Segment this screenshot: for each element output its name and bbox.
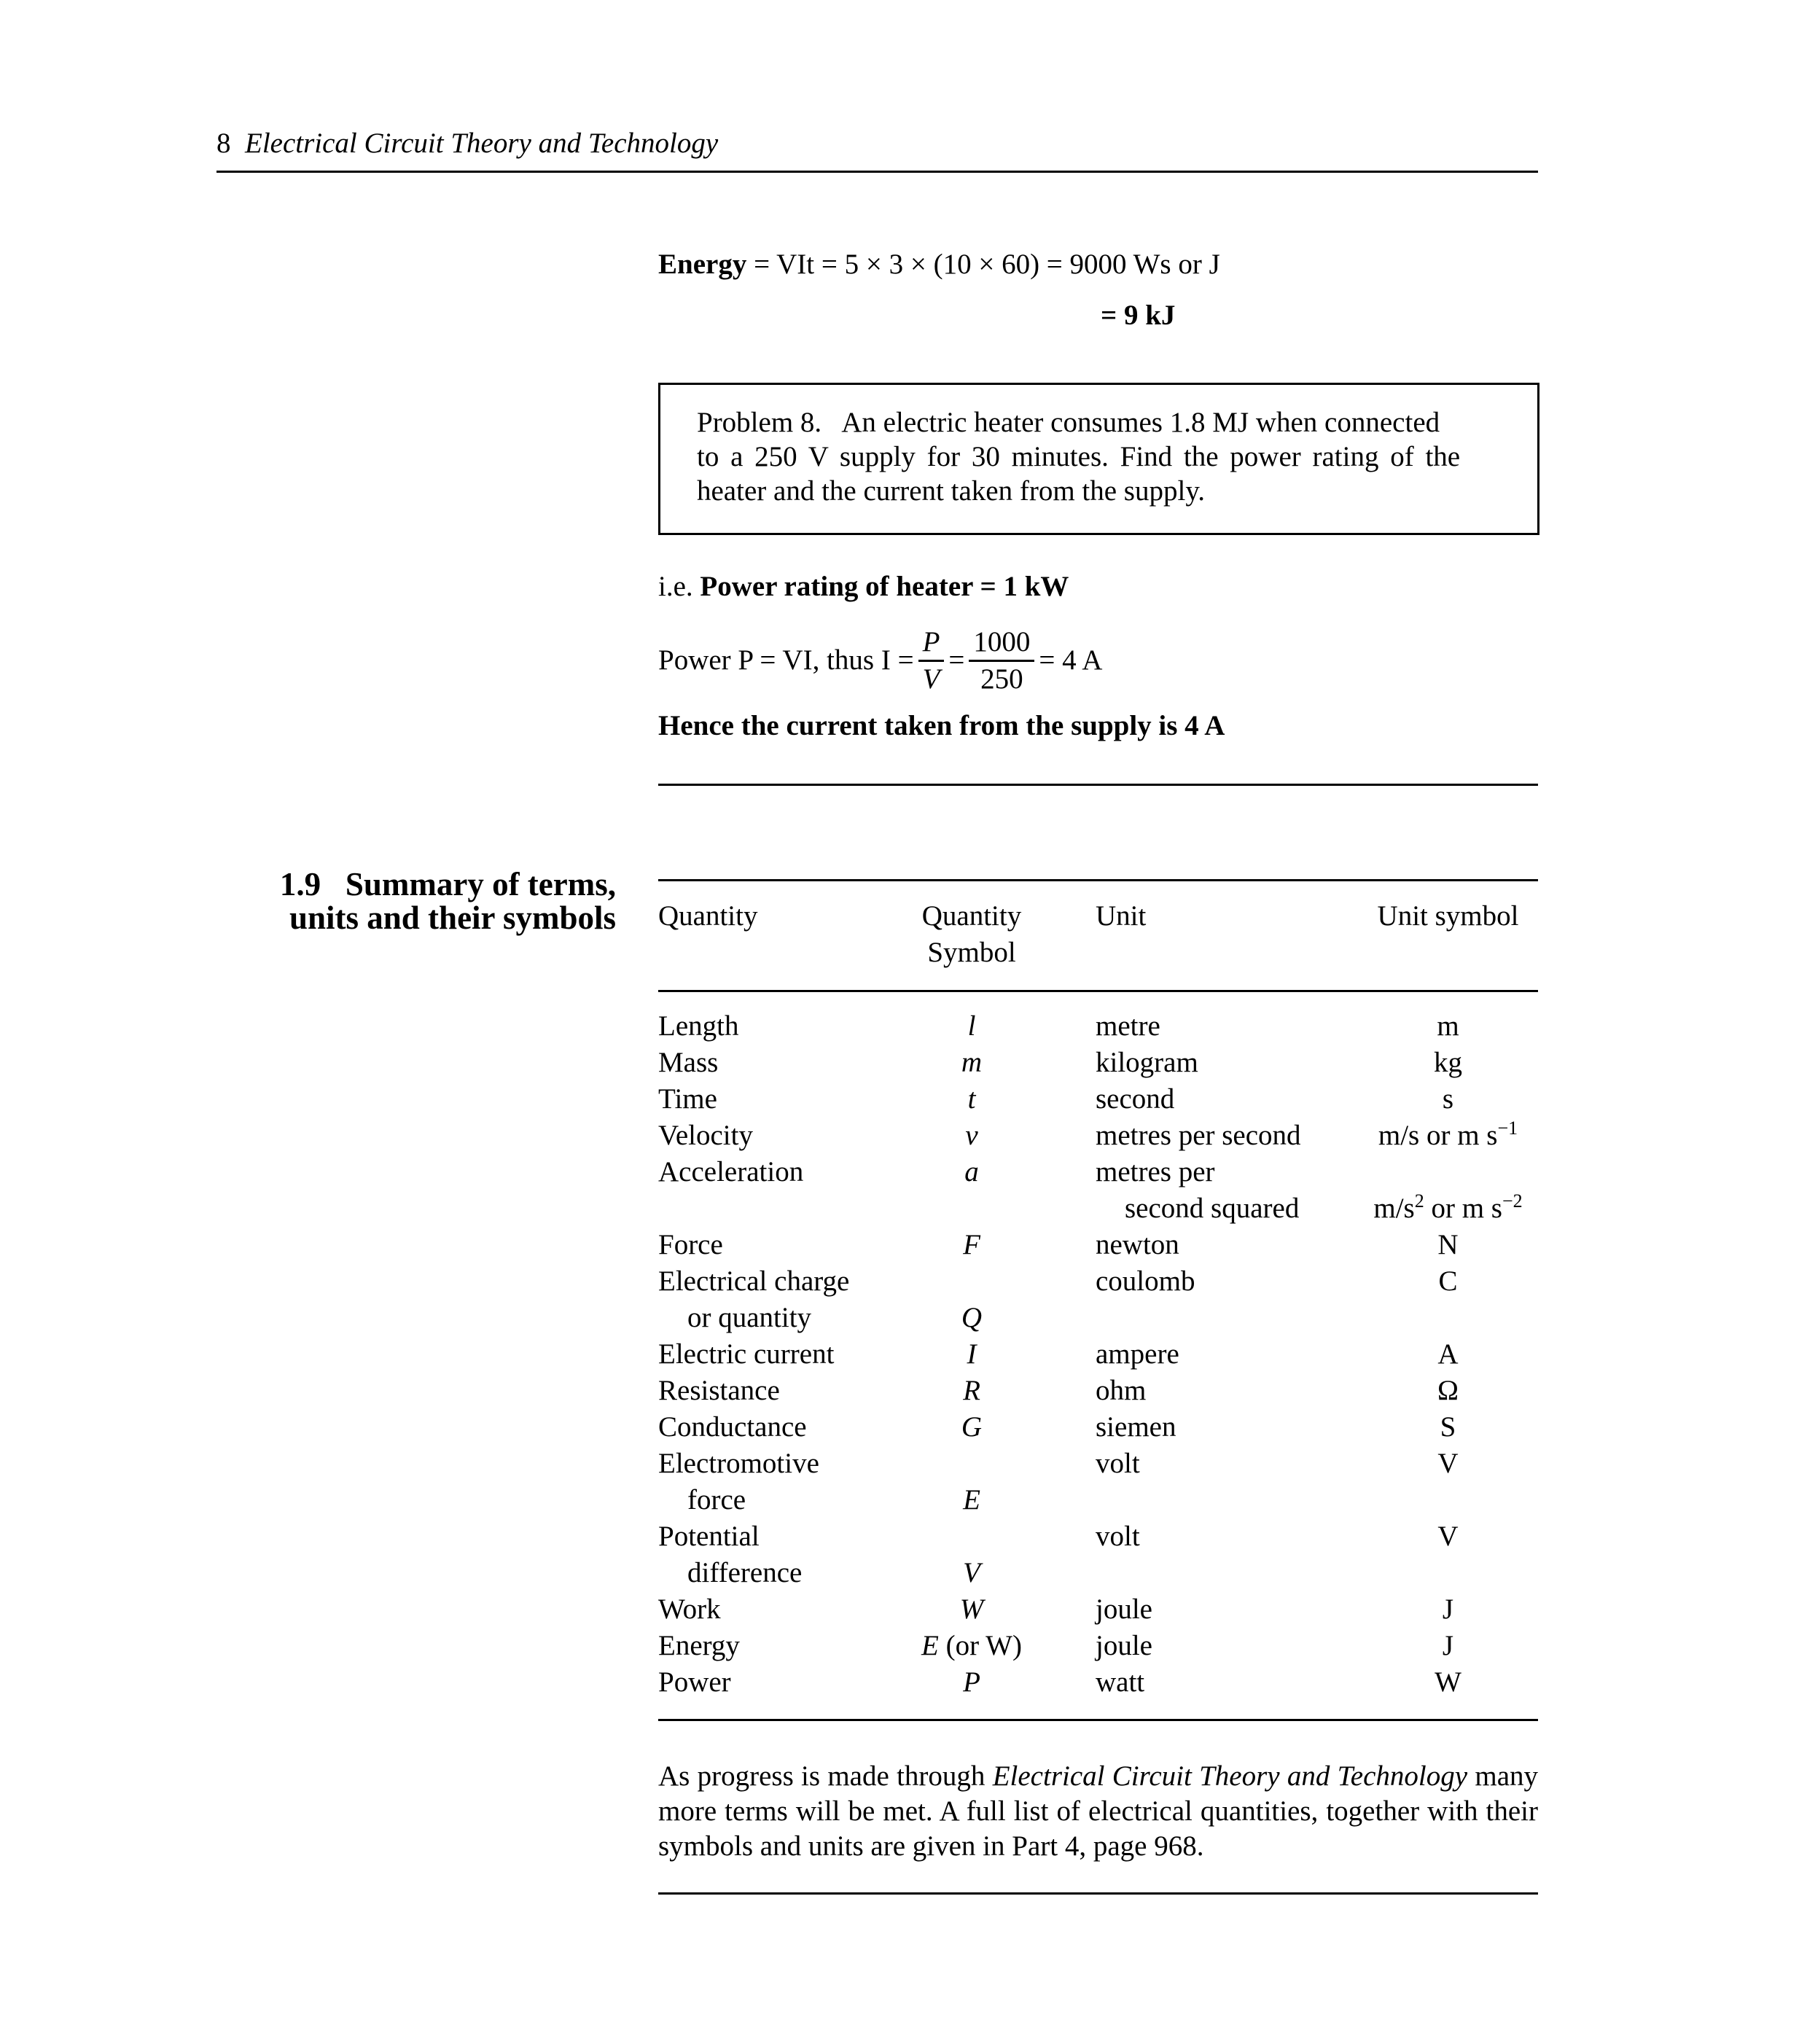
cell-quantity: Power xyxy=(658,1666,731,1698)
unit-symbol-exponent: 2 xyxy=(1414,1190,1424,1212)
cell-unit: metres per xyxy=(1096,1156,1215,1187)
cell-symbol xyxy=(899,1628,1045,1664)
closing-part-2: many more terms will be met. A full list of electrical quantities, together with their symbols and units are given in Part 4, page 968. xyxy=(658,1760,1539,1862)
col-header-unit: Unit xyxy=(1096,900,1147,932)
problem-line-2: to a 250 V supply for 30 minutes. Find the power rating of the xyxy=(697,441,1461,472)
cell-unit-symbol: A xyxy=(1437,1338,1459,1370)
cell-symbol: V xyxy=(963,1557,980,1588)
cell-quantity-continued: or quantity xyxy=(687,1302,812,1333)
cell-unit-symbol: J xyxy=(1442,1594,1454,1625)
cell-symbol: v xyxy=(965,1120,978,1151)
cell-unit-symbol: C xyxy=(1438,1265,1458,1297)
cell-unit-symbol: V xyxy=(1437,1521,1459,1552)
cell-unit: second xyxy=(1096,1083,1175,1115)
col-header-symbol-2: Symbol xyxy=(927,937,1016,968)
problem-box xyxy=(658,383,1539,535)
cell-unit-symbol xyxy=(1358,1117,1538,1154)
energy-expression: = VIt = 5 × 3 × (10 × 60) = 9000 Ws or J xyxy=(754,249,1220,280)
section-divider xyxy=(658,784,1538,786)
cell-unit-symbol: W xyxy=(1435,1666,1461,1698)
fraction-1000-over-250 xyxy=(969,625,1034,697)
cell-symbol: W xyxy=(959,1594,984,1625)
closing-book-title: Electrical Circuit Theory and Technology xyxy=(992,1760,1468,1792)
cell-symbol: P xyxy=(963,1666,980,1698)
table-row xyxy=(658,1409,1538,1446)
closing-part-1: As progress is made through xyxy=(658,1760,986,1792)
cell-unit: kilogram xyxy=(1096,1047,1198,1078)
cell-unit: ohm xyxy=(1096,1375,1147,1406)
table-row xyxy=(658,1446,1538,1518)
table-row xyxy=(658,1227,1538,1263)
table-row xyxy=(658,1008,1538,1045)
section-number: 1.9 xyxy=(279,866,321,902)
unit-symbol-exponent-2: −2 xyxy=(1502,1190,1523,1212)
col-header-symbol xyxy=(899,898,1045,971)
fraction-p-over-v xyxy=(918,625,945,697)
unit-symbol-text: m/s xyxy=(1373,1193,1415,1224)
table-bottom-rule xyxy=(658,1719,1538,1721)
cell-unit: ampere xyxy=(1096,1338,1179,1370)
cell-symbol: R xyxy=(963,1375,980,1406)
table-row xyxy=(658,1081,1538,1117)
table-row xyxy=(658,1045,1538,1081)
header-rule xyxy=(216,171,1538,173)
conclusion: Hence the current taken from the supply is 4 A xyxy=(658,710,1225,741)
cell-unit-symbol: V xyxy=(1437,1448,1459,1479)
page-number: 8 xyxy=(216,128,231,159)
cell-unit: siemen xyxy=(1096,1411,1176,1443)
cell-symbol: F xyxy=(963,1229,980,1260)
cell-quantity-continued: difference xyxy=(687,1557,803,1588)
cell-unit-symbol: N xyxy=(1437,1229,1459,1260)
cell-symbol: t xyxy=(967,1083,976,1115)
cell-unit: volt xyxy=(1096,1521,1140,1552)
current-result: = 4 A xyxy=(1039,644,1103,676)
cell-quantity: Acceleration xyxy=(658,1156,804,1187)
frac-numerator-1000: 1000 xyxy=(969,625,1034,662)
frac-denominator-v: V xyxy=(922,663,940,695)
section-title-line-1 xyxy=(241,867,616,901)
cell-unit-continued: second squared xyxy=(1125,1193,1300,1224)
cell-symbol: I xyxy=(967,1338,977,1370)
power-rating-result: Power rating of heater = 1 kW xyxy=(700,571,1069,602)
cell-unit: metre xyxy=(1096,1010,1160,1042)
energy-result: = 9 kJ xyxy=(1101,300,1176,331)
cell-symbol: G xyxy=(961,1411,983,1443)
cell-symbol: l xyxy=(967,1010,976,1042)
cell-quantity: Conductance xyxy=(658,1411,807,1443)
cell-quantity: Electrical charge xyxy=(658,1265,850,1297)
energy-label: Energy xyxy=(658,249,747,280)
section-title-1: Summary of terms, xyxy=(345,866,616,902)
power-rating-line xyxy=(658,569,1069,605)
cell-unit: newton xyxy=(1096,1229,1179,1260)
cell-quantity-continued: force xyxy=(687,1484,746,1516)
cell-quantity: Resistance xyxy=(658,1375,780,1406)
cell-symbol: m xyxy=(961,1047,983,1078)
section-heading xyxy=(241,867,616,935)
closing-rule xyxy=(658,1892,1538,1895)
cell-unit-symbol: S xyxy=(1440,1411,1456,1443)
table-row xyxy=(658,1373,1538,1409)
col-header-unit-symbol: Unit symbol xyxy=(1377,900,1519,932)
table-row xyxy=(658,1628,1538,1664)
cell-unit: watt xyxy=(1096,1666,1145,1698)
symbol-suffix: (or W) xyxy=(938,1630,1022,1661)
cell-quantity: Potential xyxy=(658,1521,760,1552)
unit-symbol-text: m/s or m s xyxy=(1378,1120,1498,1151)
frac-numerator-p: P xyxy=(918,625,945,662)
cell-quantity: Length xyxy=(658,1010,739,1042)
cell-symbol: E xyxy=(963,1484,980,1516)
power-prefix: Power P = VI, thus I = xyxy=(658,644,914,676)
cell-quantity: Time xyxy=(658,1083,717,1115)
cell-unit-symbol: J xyxy=(1442,1630,1454,1661)
cell-quantity: Energy xyxy=(658,1630,740,1661)
col-header-symbol-1: Quantity xyxy=(921,900,1022,932)
table-row xyxy=(658,1154,1538,1227)
section-title-line-2: units and their symbols xyxy=(289,900,616,936)
cell-unit-symbol xyxy=(1358,1190,1538,1227)
unit-symbol-exponent: −1 xyxy=(1497,1117,1518,1139)
problem-line-3: heater and the current taken from the supply. xyxy=(697,475,1206,507)
cell-quantity: Work xyxy=(658,1594,721,1625)
col-header-quantity: Quantity xyxy=(658,900,758,932)
cell-unit-symbol: Ω xyxy=(1437,1375,1459,1406)
table-row xyxy=(658,1591,1538,1628)
current-equation xyxy=(658,622,1102,699)
cell-quantity: Electric current xyxy=(658,1338,835,1370)
book-title: Electrical Circuit Theory and Technology xyxy=(245,128,719,159)
closing-paragraph xyxy=(658,1759,1538,1864)
symbol-main: E xyxy=(921,1630,939,1661)
cell-quantity: Electromotive xyxy=(658,1448,819,1479)
cell-unit-symbol: kg xyxy=(1434,1047,1462,1078)
cell-quantity: Velocity xyxy=(658,1120,753,1151)
cell-symbol: Q xyxy=(961,1302,983,1333)
table-row xyxy=(658,1263,1538,1336)
energy-equation xyxy=(658,246,1220,283)
cell-unit: joule xyxy=(1096,1594,1152,1625)
table-header-rule xyxy=(658,990,1538,992)
unit-symbol-text-2: or m s xyxy=(1424,1193,1502,1224)
cell-unit: metres per second xyxy=(1096,1120,1301,1151)
cell-symbol: a xyxy=(964,1156,979,1187)
frac-denominator-250: 250 xyxy=(980,663,1023,695)
table-row xyxy=(658,1117,1538,1154)
equals-sign: = xyxy=(948,644,965,676)
cell-unit-symbol: s xyxy=(1442,1083,1454,1115)
cell-unit: joule xyxy=(1096,1630,1152,1661)
cell-unit-symbol: m xyxy=(1437,1010,1459,1042)
table-row xyxy=(658,1336,1538,1373)
problem-line-1: Problem 8. An electric heater consumes 1.8 MJ when connected xyxy=(697,407,1440,438)
ie-prefix: i.e. xyxy=(658,571,693,602)
cell-quantity: Mass xyxy=(658,1047,719,1078)
cell-unit: coulomb xyxy=(1096,1265,1195,1297)
cell-unit: volt xyxy=(1096,1448,1140,1479)
running-header xyxy=(216,125,718,162)
table-top-rule xyxy=(658,879,1538,881)
cell-quantity: Force xyxy=(658,1229,723,1260)
table-row xyxy=(658,1664,1538,1701)
table-row xyxy=(658,1518,1538,1591)
problem-text xyxy=(697,405,1499,508)
